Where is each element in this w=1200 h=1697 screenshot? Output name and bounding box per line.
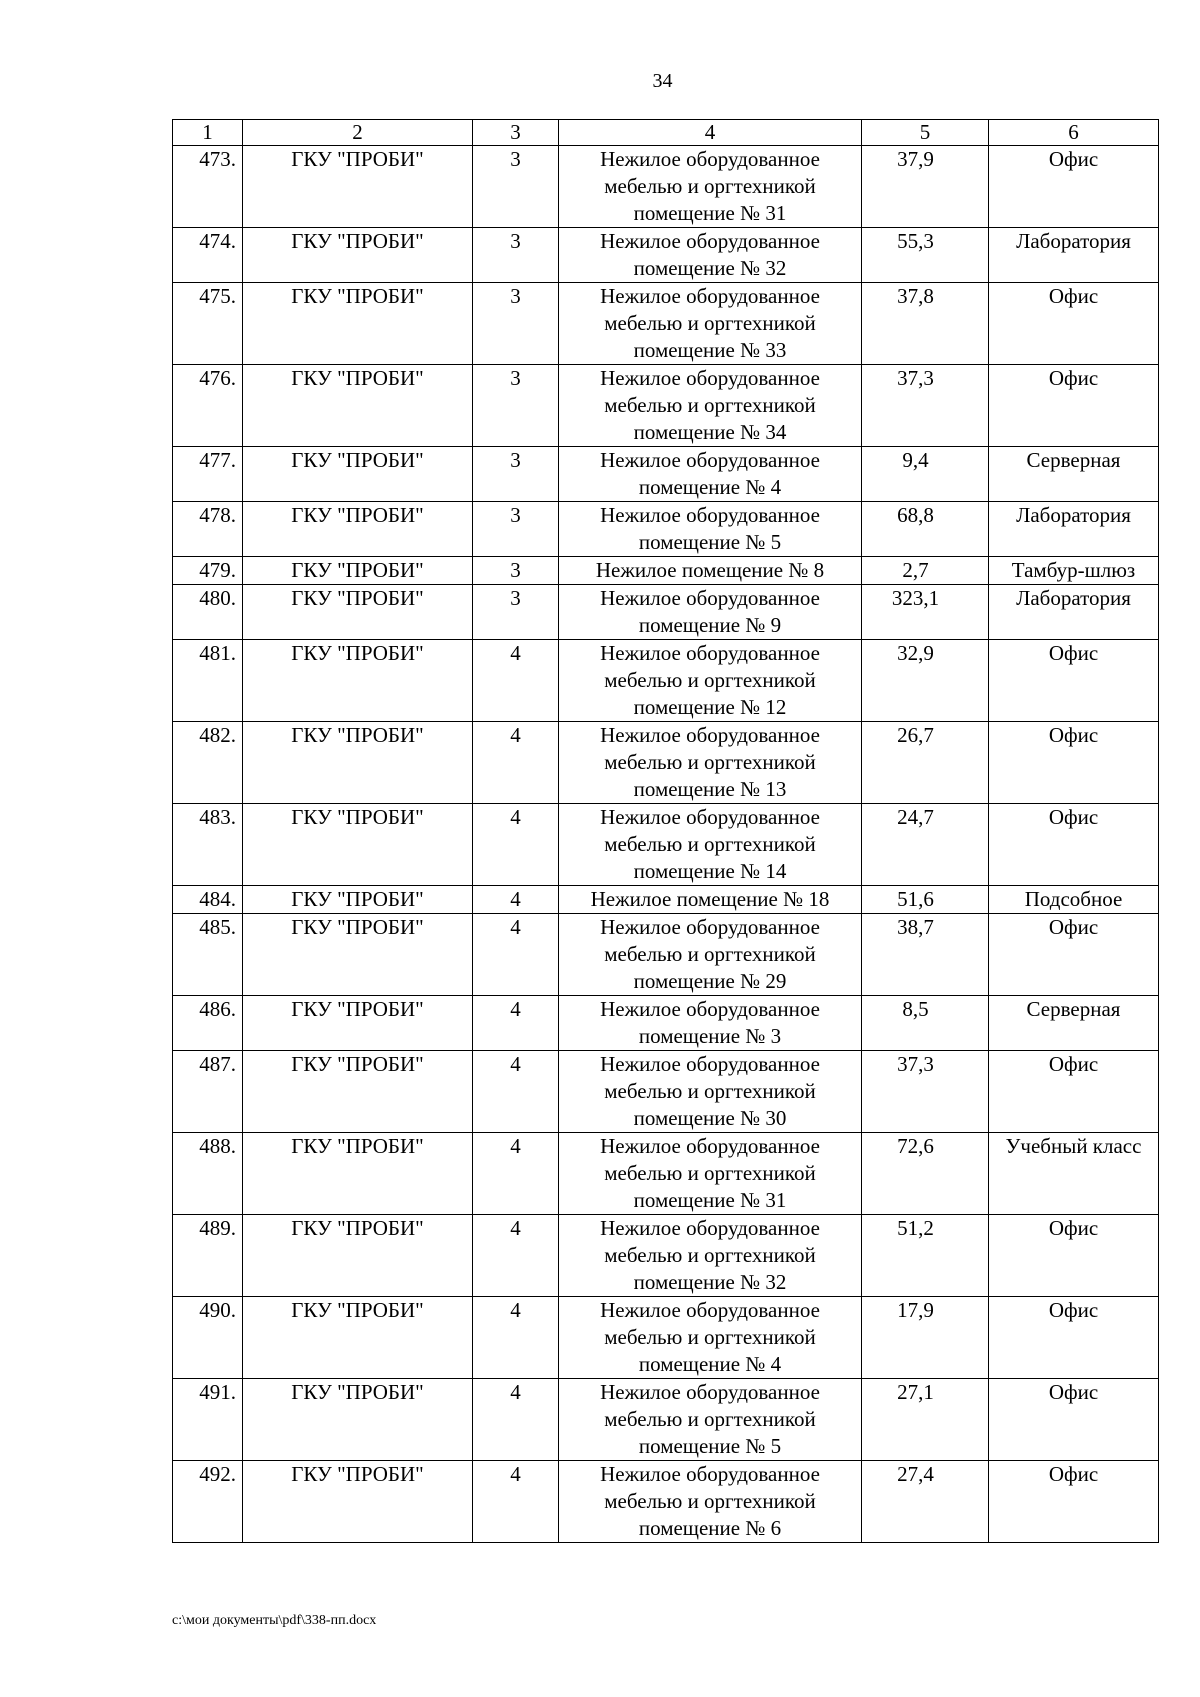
- purpose-cell: Офис: [989, 1379, 1159, 1461]
- column-header-4: 4: [559, 120, 862, 146]
- purpose-cell: Офис: [989, 365, 1159, 447]
- premises-name-cell: Нежилое оборудованное помещение № 32: [559, 228, 862, 283]
- premises-name-cell: Нежилое оборудованное мебелью и оргтехникой помещение № 34: [559, 365, 862, 447]
- premises-name-cell: Нежилое оборудованное мебелью и оргтехникой помещение № 5: [559, 1379, 862, 1461]
- purpose-cell: Офис: [989, 1051, 1159, 1133]
- premises-name-cell: Нежилое оборудованное помещение № 5: [559, 502, 862, 557]
- organization-cell: ГКУ "ПРОБИ": [243, 886, 473, 914]
- organization-cell: ГКУ "ПРОБИ": [243, 1379, 473, 1461]
- purpose-cell: Офис: [989, 146, 1159, 228]
- row-number-cell: 482.: [173, 722, 243, 804]
- table-row: [173, 502, 1159, 557]
- table-row: [173, 365, 1159, 447]
- footer-file-path: c:\мои документы\pdf\338-пп.docx: [172, 1613, 377, 1628]
- table-row: [173, 585, 1159, 640]
- area-cell: 51,2: [862, 1215, 989, 1297]
- table-row: [173, 1379, 1159, 1461]
- premises-name-cell: Нежилое оборудованное мебелью и оргтехникой помещение № 14: [559, 804, 862, 886]
- organization-cell: ГКУ "ПРОБИ": [243, 283, 473, 365]
- organization-cell: ГКУ "ПРОБИ": [243, 1051, 473, 1133]
- floor-cell: 4: [473, 722, 559, 804]
- area-cell: 72,6: [862, 1133, 989, 1215]
- organization-cell: ГКУ "ПРОБИ": [243, 804, 473, 886]
- purpose-cell: Офис: [989, 722, 1159, 804]
- row-number-cell: 484.: [173, 886, 243, 914]
- floor-cell: 4: [473, 914, 559, 996]
- purpose-cell: Офис: [989, 1297, 1159, 1379]
- floor-cell: 4: [473, 640, 559, 722]
- row-number-cell: 489.: [173, 1215, 243, 1297]
- organization-cell: ГКУ "ПРОБИ": [243, 722, 473, 804]
- row-number-cell: 477.: [173, 447, 243, 502]
- row-number-cell: 479.: [173, 557, 243, 585]
- purpose-cell: Офис: [989, 640, 1159, 722]
- table-row: [173, 146, 1159, 228]
- area-cell: 37,3: [862, 365, 989, 447]
- row-number-cell: 491.: [173, 1379, 243, 1461]
- table-row: [173, 228, 1159, 283]
- premises-name-cell: Нежилое оборудованное помещение № 3: [559, 996, 862, 1051]
- premises-table: [172, 119, 1159, 1543]
- area-cell: 26,7: [862, 722, 989, 804]
- floor-cell: 4: [473, 804, 559, 886]
- floor-cell: 3: [473, 585, 559, 640]
- table-row: [173, 1215, 1159, 1297]
- purpose-cell: Подсобное: [989, 886, 1159, 914]
- column-header-6: 6: [989, 120, 1159, 146]
- row-number-cell: 473.: [173, 146, 243, 228]
- purpose-cell: Лаборатория: [989, 502, 1159, 557]
- area-cell: 8,5: [862, 996, 989, 1051]
- area-cell: 27,1: [862, 1379, 989, 1461]
- table-row: [173, 640, 1159, 722]
- area-cell: 27,4: [862, 1461, 989, 1543]
- organization-cell: ГКУ "ПРОБИ": [243, 1461, 473, 1543]
- table-row: [173, 557, 1159, 585]
- premises-name-cell: Нежилое помещение № 8: [559, 557, 862, 585]
- column-header-2: 2: [243, 120, 473, 146]
- table-row: [173, 1297, 1159, 1379]
- premises-name-cell: Нежилое помещение № 18: [559, 886, 862, 914]
- floor-cell: 3: [473, 228, 559, 283]
- row-number-cell: 476.: [173, 365, 243, 447]
- floor-cell: 3: [473, 283, 559, 365]
- organization-cell: ГКУ "ПРОБИ": [243, 557, 473, 585]
- floor-cell: 3: [473, 365, 559, 447]
- area-cell: 17,9: [862, 1297, 989, 1379]
- row-number-cell: 488.: [173, 1133, 243, 1215]
- area-cell: 37,8: [862, 283, 989, 365]
- row-number-cell: 475.: [173, 283, 243, 365]
- organization-cell: ГКУ "ПРОБИ": [243, 447, 473, 502]
- premises-name-cell: Нежилое оборудованное мебелью и оргтехникой помещение № 31: [559, 146, 862, 228]
- table-row: [173, 996, 1159, 1051]
- table-row: [173, 722, 1159, 804]
- floor-cell: 4: [473, 1461, 559, 1543]
- table-header-row: [173, 120, 1159, 146]
- table-row: [173, 283, 1159, 365]
- area-cell: 37,9: [862, 146, 989, 228]
- floor-cell: 3: [473, 146, 559, 228]
- floor-cell: 4: [473, 1297, 559, 1379]
- purpose-cell: Офис: [989, 1215, 1159, 1297]
- floor-cell: 4: [473, 996, 559, 1051]
- purpose-cell: Офис: [989, 283, 1159, 365]
- purpose-cell: Тамбур-шлюз: [989, 557, 1159, 585]
- table-row: [173, 914, 1159, 996]
- organization-cell: ГКУ "ПРОБИ": [243, 228, 473, 283]
- floor-cell: 4: [473, 886, 559, 914]
- premises-name-cell: Нежилое оборудованное мебелью и оргтехникой помещение № 12: [559, 640, 862, 722]
- area-cell: 9,4: [862, 447, 989, 502]
- premises-name-cell: Нежилое оборудованное помещение № 9: [559, 585, 862, 640]
- row-number-cell: 485.: [173, 914, 243, 996]
- row-number-cell: 483.: [173, 804, 243, 886]
- purpose-cell: Учебный класс: [989, 1133, 1159, 1215]
- premises-name-cell: Нежилое оборудованное мебелью и оргтехникой помещение № 32: [559, 1215, 862, 1297]
- area-cell: 2,7: [862, 557, 989, 585]
- purpose-cell: Лаборатория: [989, 585, 1159, 640]
- floor-cell: 4: [473, 1051, 559, 1133]
- purpose-cell: Офис: [989, 1461, 1159, 1543]
- premises-name-cell: Нежилое оборудованное мебелью и оргтехникой помещение № 13: [559, 722, 862, 804]
- purpose-cell: Офис: [989, 914, 1159, 996]
- organization-cell: ГКУ "ПРОБИ": [243, 1133, 473, 1215]
- area-cell: 37,3: [862, 1051, 989, 1133]
- area-cell: 55,3: [862, 228, 989, 283]
- table-row: [173, 886, 1159, 914]
- floor-cell: 3: [473, 447, 559, 502]
- purpose-cell: Серверная: [989, 996, 1159, 1051]
- organization-cell: ГКУ "ПРОБИ": [243, 1215, 473, 1297]
- organization-cell: ГКУ "ПРОБИ": [243, 996, 473, 1051]
- row-number-cell: 481.: [173, 640, 243, 722]
- organization-cell: ГКУ "ПРОБИ": [243, 1297, 473, 1379]
- floor-cell: 4: [473, 1379, 559, 1461]
- purpose-cell: Серверная: [989, 447, 1159, 502]
- column-header-5: 5: [862, 120, 989, 146]
- premises-name-cell: Нежилое оборудованное мебелью и оргтехникой помещение № 4: [559, 1297, 862, 1379]
- row-number-cell: 480.: [173, 585, 243, 640]
- organization-cell: ГКУ "ПРОБИ": [243, 640, 473, 722]
- premises-name-cell: Нежилое оборудованное мебелью и оргтехникой помещение № 30: [559, 1051, 862, 1133]
- row-number-cell: 478.: [173, 502, 243, 557]
- purpose-cell: Лаборатория: [989, 228, 1159, 283]
- premises-name-cell: Нежилое оборудованное мебелью и оргтехникой помещение № 29: [559, 914, 862, 996]
- area-cell: 32,9: [862, 640, 989, 722]
- area-cell: 38,7: [862, 914, 989, 996]
- row-number-cell: 486.: [173, 996, 243, 1051]
- floor-cell: 4: [473, 1215, 559, 1297]
- table-row: [173, 1133, 1159, 1215]
- premises-name-cell: Нежилое оборудованное мебелью и оргтехникой помещение № 31: [559, 1133, 862, 1215]
- page-number: 34: [652, 70, 673, 92]
- premises-name-cell: Нежилое оборудованное мебелью и оргтехникой помещение № 33: [559, 283, 862, 365]
- column-header-1: 1: [173, 120, 243, 146]
- table-row: [173, 1461, 1159, 1543]
- area-cell: 51,6: [862, 886, 989, 914]
- floor-cell: 4: [473, 1133, 559, 1215]
- table-row: [173, 804, 1159, 886]
- table-row: [173, 447, 1159, 502]
- row-number-cell: 474.: [173, 228, 243, 283]
- organization-cell: ГКУ "ПРОБИ": [243, 146, 473, 228]
- premises-table-body: [173, 120, 1159, 1543]
- organization-cell: ГКУ "ПРОБИ": [243, 365, 473, 447]
- purpose-cell: Офис: [989, 804, 1159, 886]
- organization-cell: ГКУ "ПРОБИ": [243, 502, 473, 557]
- premises-name-cell: Нежилое оборудованное мебелью и оргтехникой помещение № 6: [559, 1461, 862, 1543]
- row-number-cell: 487.: [173, 1051, 243, 1133]
- floor-cell: 3: [473, 557, 559, 585]
- premises-name-cell: Нежилое оборудованное помещение № 4: [559, 447, 862, 502]
- row-number-cell: 490.: [173, 1297, 243, 1379]
- area-cell: 323,1: [862, 585, 989, 640]
- table-row: [173, 1051, 1159, 1133]
- organization-cell: ГКУ "ПРОБИ": [243, 914, 473, 996]
- area-cell: 68,8: [862, 502, 989, 557]
- area-cell: 24,7: [862, 804, 989, 886]
- organization-cell: ГКУ "ПРОБИ": [243, 585, 473, 640]
- row-number-cell: 492.: [173, 1461, 243, 1543]
- floor-cell: 3: [473, 502, 559, 557]
- column-header-3: 3: [473, 120, 559, 146]
